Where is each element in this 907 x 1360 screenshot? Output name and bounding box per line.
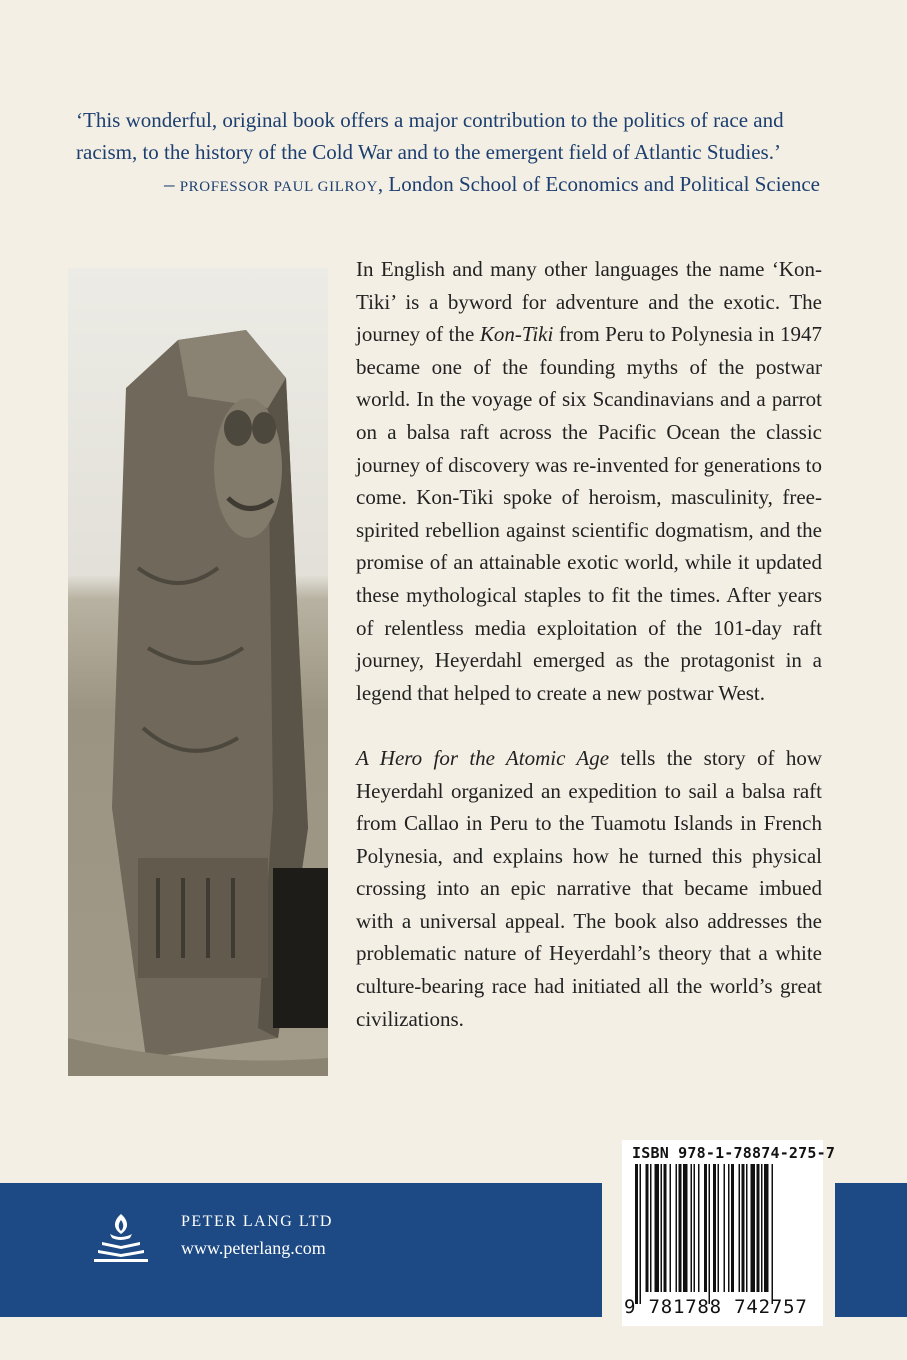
stone-monolith-photo [68,268,328,1076]
barcode-bar [739,1164,741,1292]
p2-italic-title: A Hero for the Atomic Age [356,745,610,770]
ean-digits: 9 781788 742757 [624,1296,808,1318]
barcode-bar [661,1164,663,1292]
description-paragraph-1 [356,253,822,709]
p1-text-b: from Peru to Polynesia in 1947 became one of the founding myths of the postwar world. In the voyage of six Scandinavians and a parrot on a balsa raft across the Pacific Ocean the classic journey of discovery was re-invented for generations to come. Kon-Tiki spoke of heroism, masculinity, free-spirited rebellion against scientific dogmatism, and the promise of an attainable exotic world, while it updated these mythological staples to fit the times. After years of relentless media exploitation of the 101-day raft journey, Heyerdahl emerged as the protagonist in a legend that helped to create a new postwar West. [356,322,822,705]
barcode-bar [698,1164,700,1292]
barcode-bar [728,1164,730,1292]
barcode-bar [704,1164,707,1292]
barcode-bar [640,1164,642,1304]
barcode-bar [751,1164,756,1292]
publisher-website: www.peterlang.com [181,1238,326,1258]
description-paragraph-2 [356,742,822,1035]
quote-text: ‘This wonderful, original book offers a major contribution to the politics of race and racism, to the history of the Cold War and to the emergent field of Atlantic Studies.’ [76,108,784,164]
barcode-bar [757,1164,760,1292]
barcode-bar [724,1164,726,1292]
barcode-bar [718,1164,720,1292]
barcode-bar [664,1164,667,1292]
barcode-bar [742,1164,745,1292]
barcode-bar [646,1164,649,1292]
barcode-bar [746,1164,748,1292]
barcode-bar [731,1164,734,1292]
p2-text-b: tells the story of how Heyerdahl organized an expedition to sail a balsa raft from Callao in Peru to the Tuamotu Islands in French Polynesia, and explains how he turned this physical crossing into an epic narrative that became imbued with a universal appeal. The book also addresses the problematic nature of Heyerdahl’s theory that a white culture-bearing race had initiated all the world’s great civilizations. [356,745,822,1031]
barcode-bar [709,1164,711,1304]
back-cover-description [356,253,822,1035]
monolith-illustration [68,268,328,1076]
barcode-bar [713,1164,716,1292]
publisher-band-right [835,1183,907,1317]
publisher-name: PETER LANG LTD [181,1213,333,1230]
barcode-bar [670,1164,672,1292]
attribution-dash: – [163,172,180,196]
barcode-bar [635,1164,638,1304]
ean-barcode [635,1164,817,1304]
barcode-bar [683,1164,688,1292]
barcode-bar [676,1164,678,1292]
barcode-bar [764,1164,769,1292]
isbn-label: ISBN 978-1-78874-275-7 [632,1144,836,1162]
barcode-bar [655,1164,660,1292]
barcode-bar [691,1164,693,1292]
barcode-bar [772,1164,774,1304]
p1-text-a: In English and many other languages the name ‘Kon-Tiki’ is a byword for adventure and the exotic. The journey of the [356,257,822,347]
endorsement-quote [76,104,820,203]
barcode-bar [761,1164,763,1292]
p1-italic-title: Kon-Tiki [479,322,554,347]
attribution-name: PROFESSOR PAUL GILROY [179,179,378,195]
barcode-bar [694,1164,696,1292]
barcode-bar [679,1164,682,1292]
peter-lang-logo-icon [90,1210,152,1266]
attribution-affiliation: , London School of Economics and Political Science [377,172,820,196]
barcode-bar [650,1164,652,1292]
quote-attribution [76,168,820,203]
